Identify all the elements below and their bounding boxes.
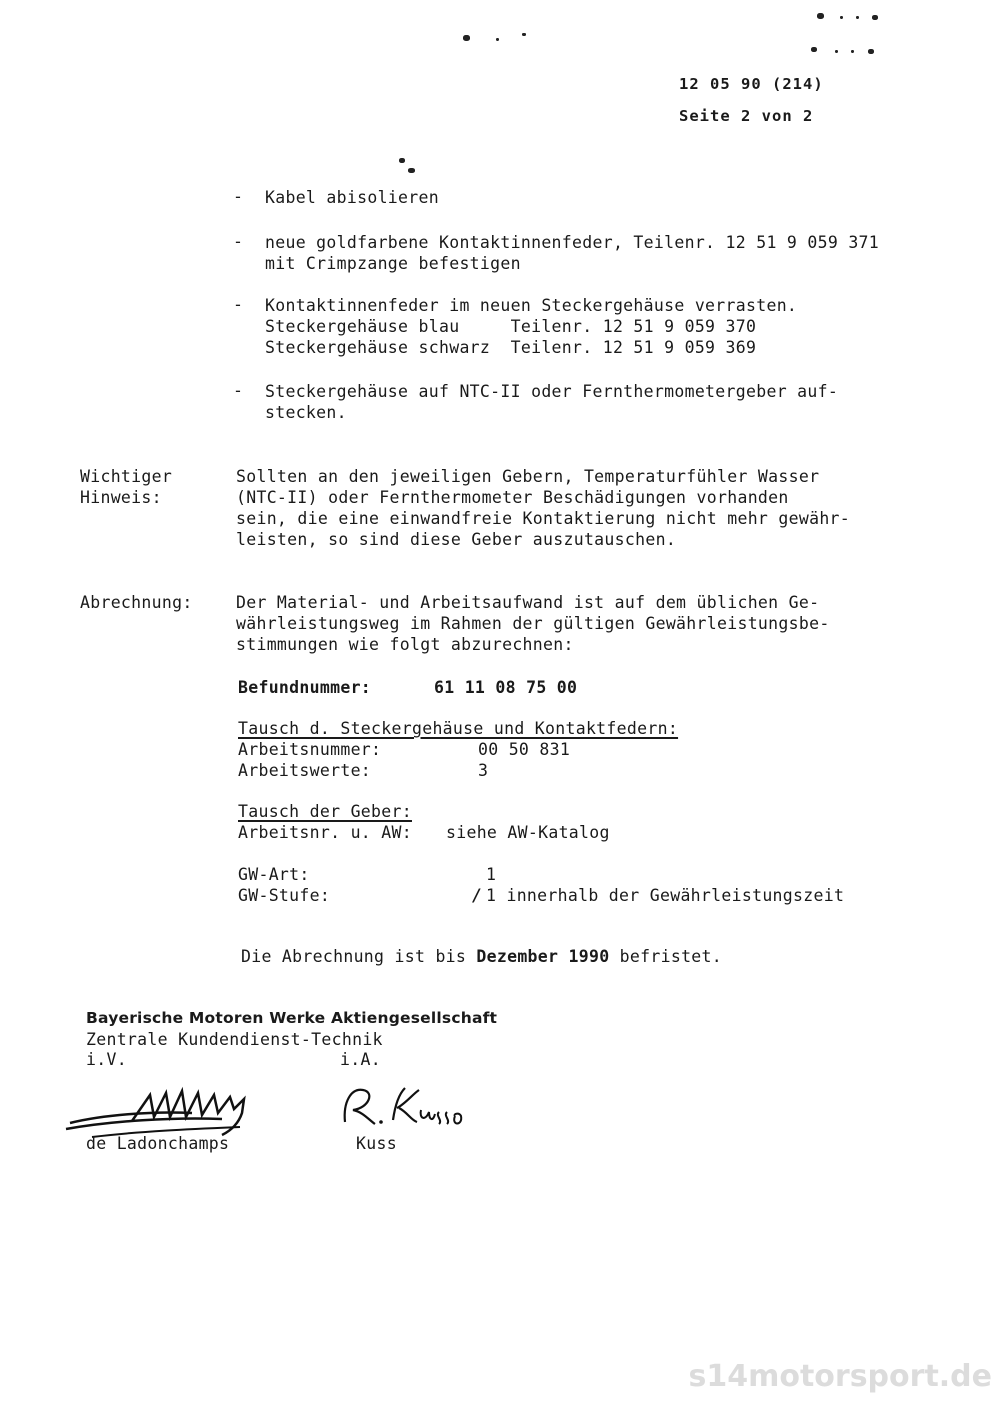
department-name: Zentrale Kundendienst-Technik (86, 1030, 383, 1049)
scan-speck (851, 50, 854, 53)
ia-label: i.A. (340, 1050, 381, 1069)
scan-speck (868, 49, 874, 54)
deadline-post: befristet. (609, 947, 723, 966)
step-line: neue goldfarbene Kontaktinnenfeder, Teilenr. 12 51 9 059 371 (265, 233, 880, 252)
billing-line: währleistungsweg im Rahmen der gültigen Gewährleistungsbe- (236, 614, 830, 633)
deadline-sentence (241, 946, 722, 967)
arbeitsnr-aw-value: siehe AW-Katalog (446, 823, 610, 842)
signatory-left-name: de Ladonchamps (86, 1134, 230, 1153)
deadline-pre: Die Abrechnung ist bis (241, 947, 477, 966)
scan-speck (872, 15, 878, 20)
notice-line: (NTC-II) oder Fernthermometer Beschädigungen vorhanden (236, 488, 789, 507)
arbeitsnummer-value: 00 50 831 (478, 740, 571, 759)
signature-right-handwritten (335, 1082, 465, 1132)
gw-art-value: 1 (486, 865, 497, 884)
notice-line: Sollten an den jeweiligen Gebern, Temperaturfühler Wasser (236, 467, 820, 486)
billing-line: Der Material- und Arbeitsaufwand ist auf dem üblichen Ge- (236, 593, 820, 612)
iv-label: i.V. (86, 1050, 127, 1069)
step-line: stecken. (265, 403, 347, 422)
scan-speck (835, 50, 838, 53)
befund-label: Befundnummer: (238, 678, 372, 697)
signatory-right-name: Kuss (356, 1134, 397, 1153)
scan-speck (817, 13, 824, 19)
scan-speck (399, 158, 405, 163)
document-reference: 12 05 90 (214) (679, 75, 824, 93)
gw-stufe-label: GW-Stufe: (238, 886, 331, 905)
scan-speck (408, 168, 415, 173)
page-indicator: Seite 2 von 2 (679, 107, 814, 125)
gw-stufe-mark: / (472, 886, 483, 905)
notice-label: Wichtiger (80, 467, 173, 486)
step-line: Steckergehäuse auf NTC-II oder Fernthermometergeber auf- (265, 382, 839, 401)
step-line: Steckergehäuse blau Teilenr. 12 51 9 059 370 (265, 317, 757, 336)
billing-line: stimmungen wie folgt abzurechnen: (236, 635, 574, 654)
bullet-dash: - (233, 187, 243, 206)
arbeitsnr-aw-label: Arbeitsnr. u. AW: (238, 823, 412, 842)
tausch-geber-title: Tausch der Geber: (238, 802, 412, 821)
scan-speck (811, 47, 817, 52)
gw-stufe-value: 1 innerhalb der Gewährleistungszeit (486, 886, 845, 905)
billing-label: Abrechnung: (80, 593, 193, 612)
notice-line: leisten, so sind diese Geber auszutauschen. (236, 530, 677, 549)
bullet-dash: - (233, 295, 243, 314)
scan-speck (856, 16, 859, 19)
step-line: Kontaktinnenfeder im neuen Steckergehäuse verrasten. (265, 296, 798, 315)
watermark: s14motorsport.de (688, 1359, 992, 1394)
step-line: Kabel abisolieren (265, 188, 439, 207)
arbeitsnummer-label: Arbeitsnummer: (238, 740, 382, 759)
step-line: Steckergehäuse schwarz Teilenr. 12 51 9 059 369 (265, 338, 757, 357)
tausch-steckergehaeuse-title: Tausch d. Steckergehäuse und Kontaktfedern: (238, 719, 679, 738)
bullet-dash: - (233, 381, 243, 400)
deadline-date: Dezember 1990 (476, 947, 610, 966)
scan-speck (496, 38, 499, 41)
bullet-dash: - (233, 232, 243, 251)
notice-line: sein, die eine einwandfreie Kontaktierung nicht mehr gewähr- (236, 509, 851, 528)
scan-speck (840, 16, 843, 19)
notice-label: Hinweis: (80, 488, 162, 507)
scan-speck (522, 33, 526, 36)
company-name: Bayerische Motoren Werke Aktiengesellschaft (86, 1009, 498, 1027)
befund-value: 61 11 08 75 00 (434, 678, 578, 697)
arbeitswerte-label: Arbeitswerte: (238, 761, 372, 780)
arbeitswerte-value: 3 (478, 761, 489, 780)
gw-art-label: GW-Art: (238, 865, 310, 884)
step-line: mit Crimpzange befestigen (265, 254, 521, 273)
scan-speck (463, 35, 470, 41)
